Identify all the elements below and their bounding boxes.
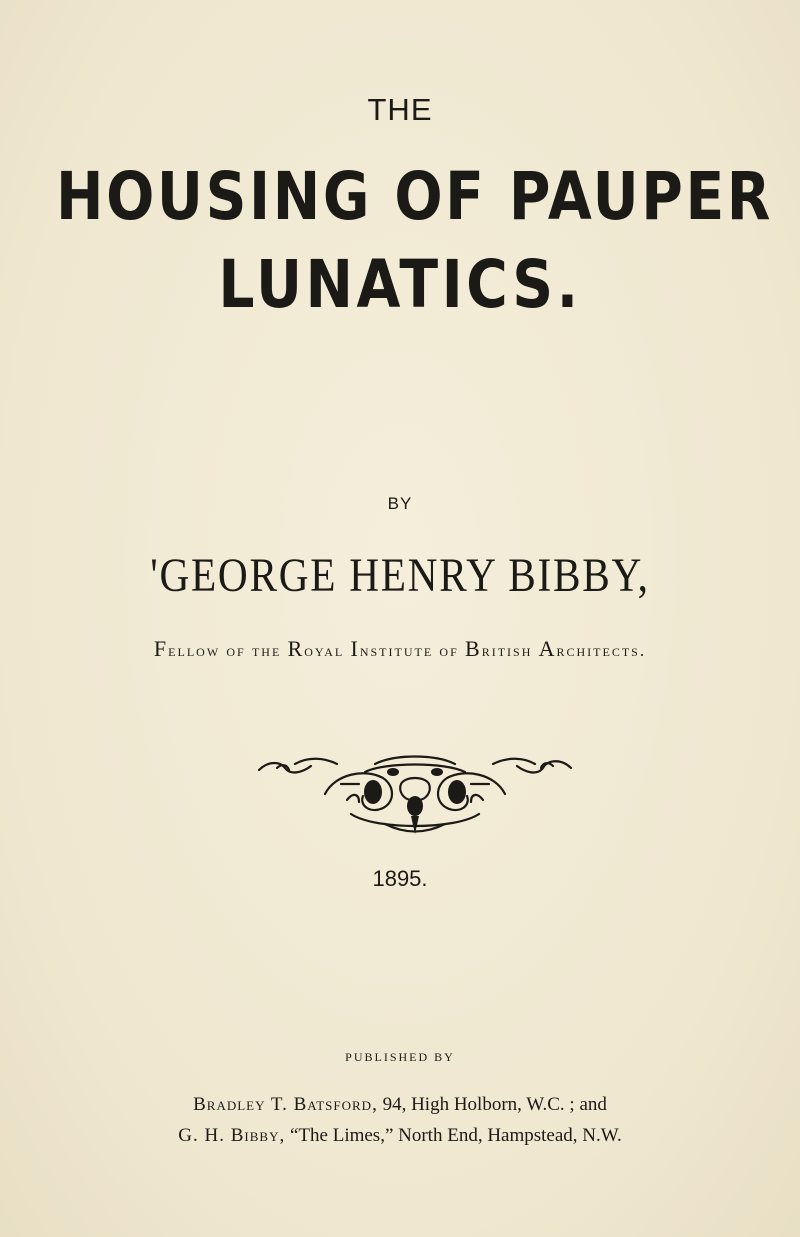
publisher-address: “The Limes,” North End, Hampstead, N.W. <box>285 1125 622 1146</box>
title-line-2: LUNATICS. <box>218 246 582 323</box>
credential-initial: R <box>287 636 305 661</box>
publisher-line-2 <box>0 1125 800 1147</box>
credential-text: nstitute of <box>359 641 465 660</box>
credential-initial: F <box>153 636 169 661</box>
title-prefix: THE <box>367 92 433 127</box>
by-label: BY <box>387 494 413 513</box>
title-line-1: HOUSING OF PAUPER <box>56 158 774 235</box>
publisher-name: Bradley T. Batsford, <box>193 1094 378 1115</box>
author-name: 'GEORGE HENRY BIBBY, <box>150 549 650 602</box>
published-by-label: PUBLISHED BY <box>345 1050 455 1064</box>
credential-text: ellow of the <box>168 641 288 660</box>
credential-initial: B <box>465 636 482 661</box>
credential-text: ritish <box>481 641 539 660</box>
credential-initial: I <box>350 636 360 661</box>
publisher-address: 94, High Holborn, W.C. ; and <box>377 1094 607 1115</box>
credential-text: oyal <box>304 641 351 660</box>
scroll-ornament-icon <box>255 754 575 836</box>
publisher-line-1 <box>0 1094 800 1116</box>
credential-text: rchitects. <box>556 641 647 660</box>
publisher-name: G. H. Bibby, <box>178 1125 286 1146</box>
credential-initial: A <box>538 636 557 661</box>
author-credential <box>0 636 800 662</box>
publication-year: 1895. <box>372 866 428 891</box>
